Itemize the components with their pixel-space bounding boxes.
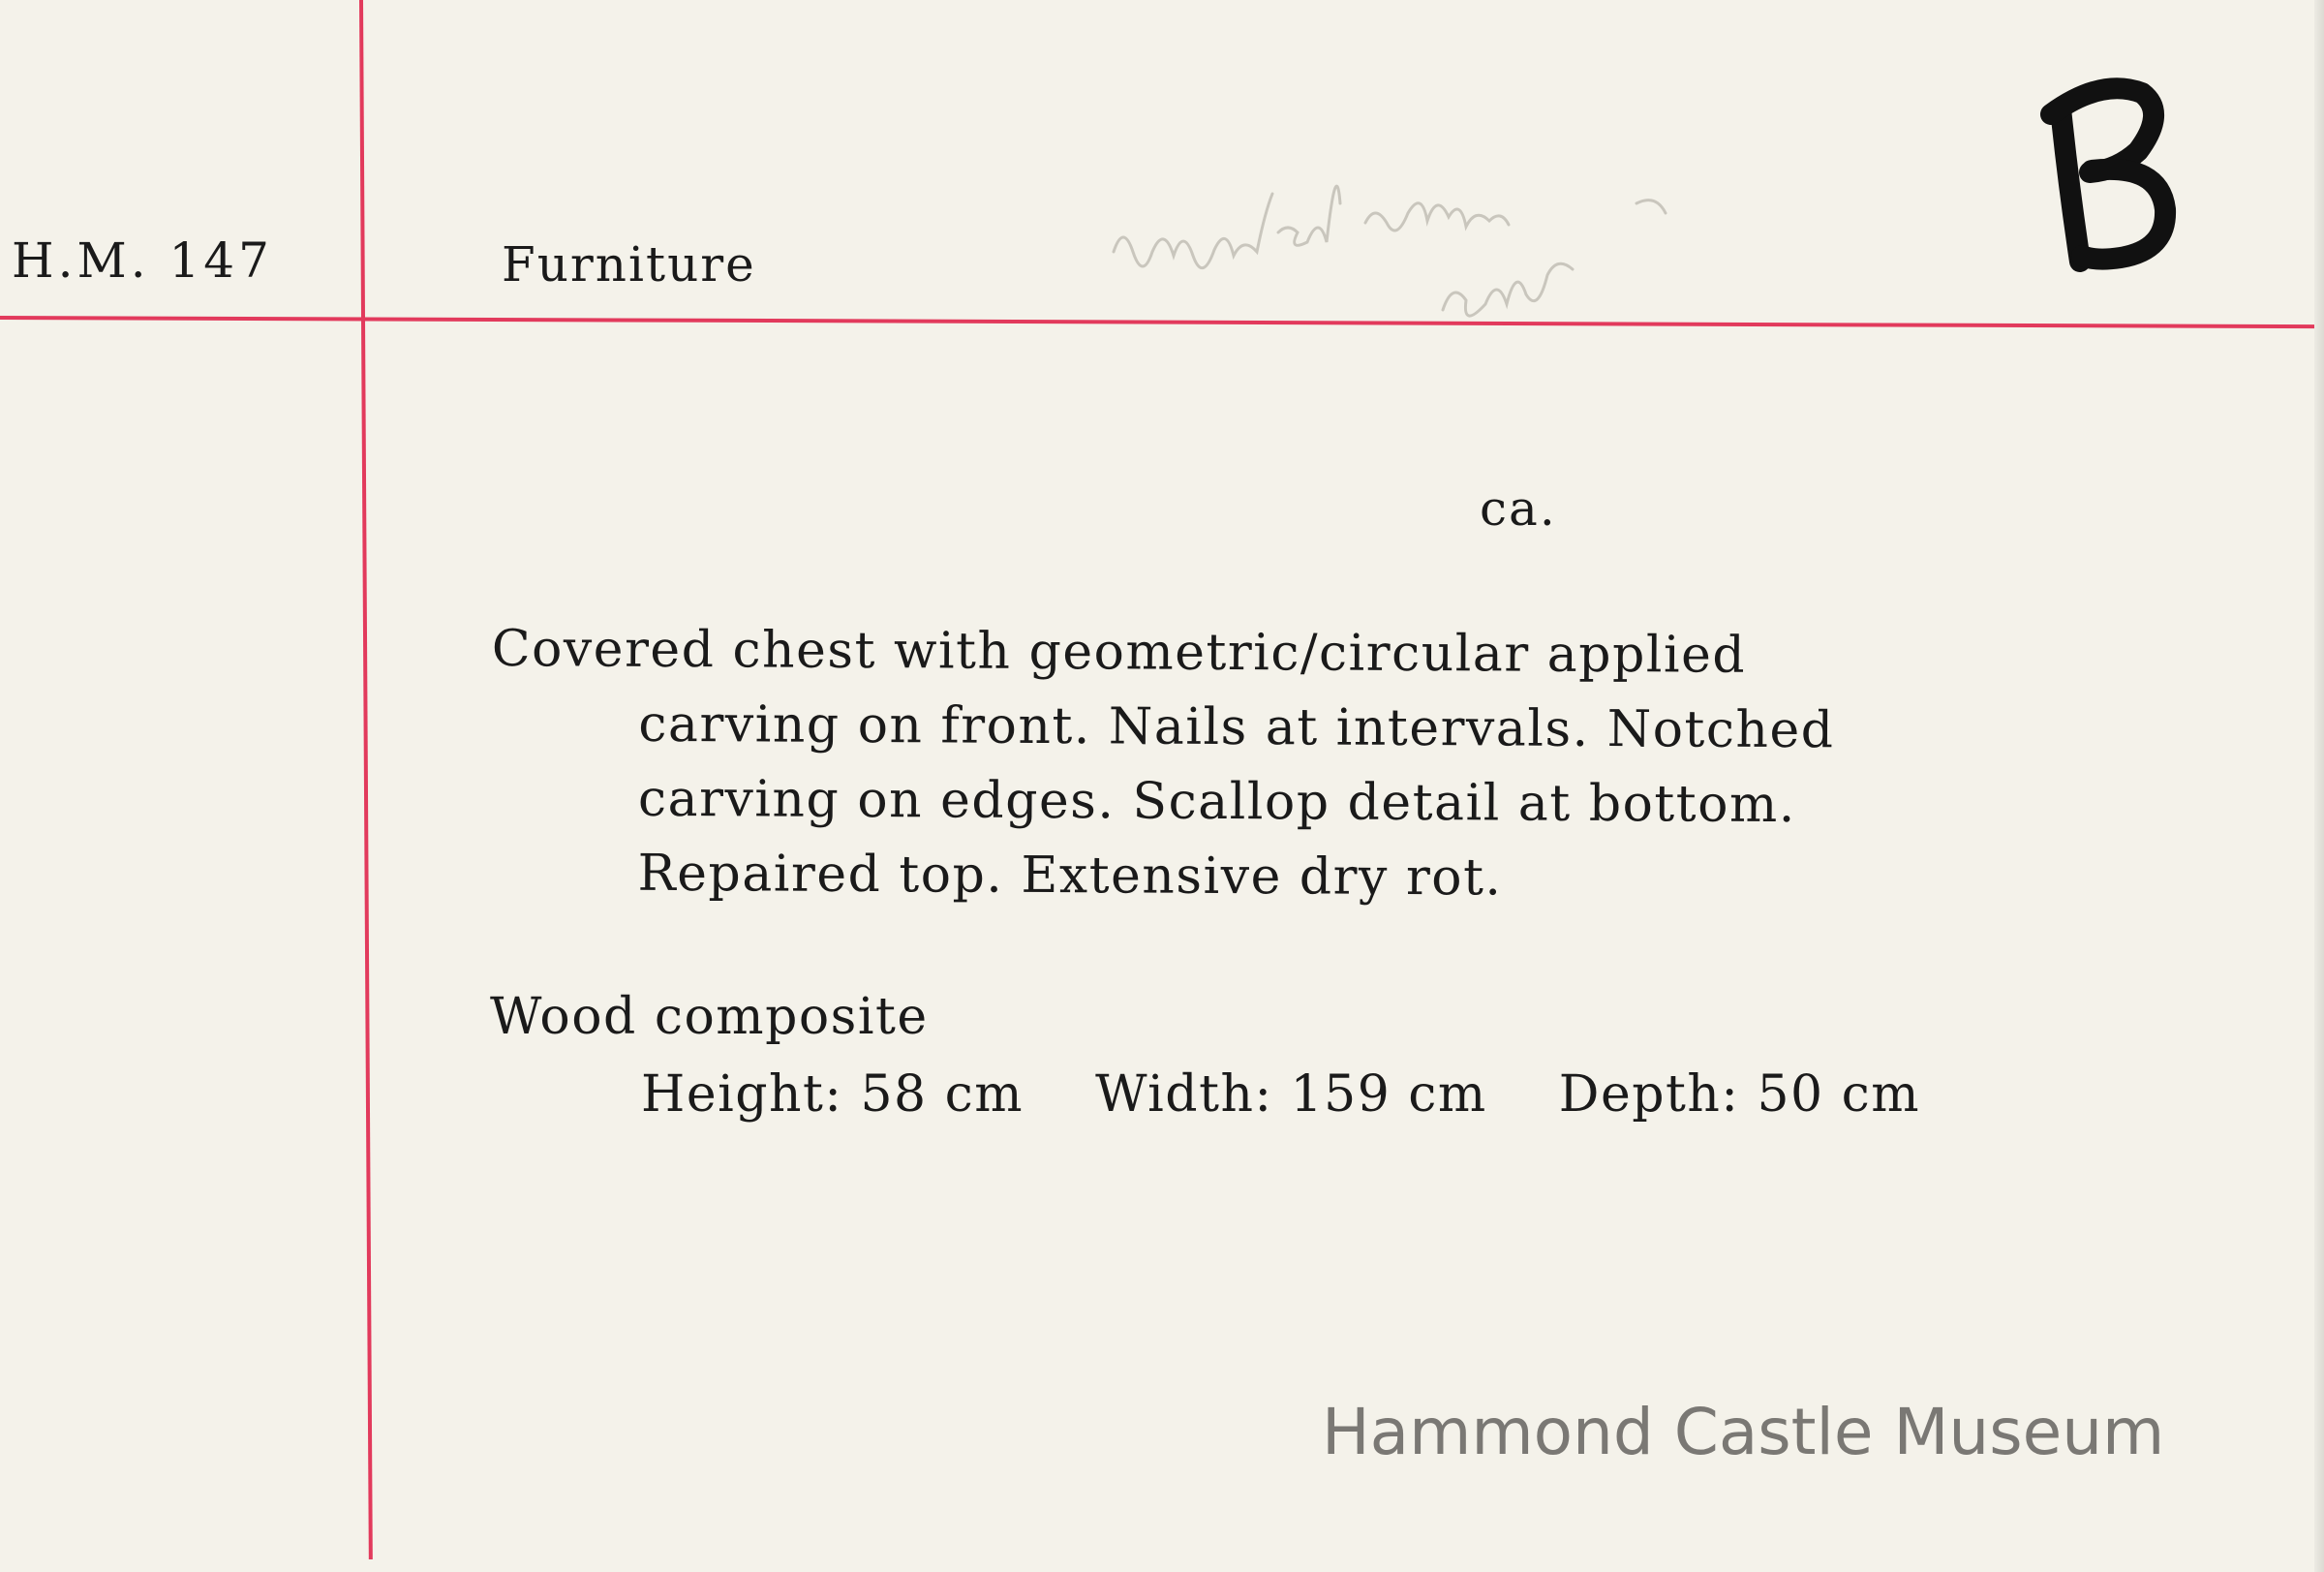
margin-rule-line: [359, 0, 373, 1559]
dimension-height: Height: 58 cm: [641, 1065, 1024, 1124]
description-line: Repaired top. Extensive dry rot.: [637, 844, 1503, 908]
date-circa: ca.: [1480, 480, 1557, 537]
dimension-depth: Depth: 50 cm: [1558, 1065, 1921, 1124]
object-material: Wood composite: [490, 988, 929, 1046]
description-line: carving on front. Nails at intervals. Notched: [638, 694, 1835, 760]
dimension-width: Width: 159 cm: [1095, 1065, 1487, 1124]
description-line: Covered chest with geometric/circular applied: [491, 619, 1747, 685]
handwritten-b-mark: [2034, 58, 2188, 281]
object-description: [490, 612, 1835, 917]
description-line: carving on edges. Scallop detail at bottom.: [637, 769, 1796, 835]
museum-watermark: Hammond Castle Museum: [1322, 1395, 2165, 1469]
accession-number: H.M. 147: [12, 232, 273, 289]
object-category: Furniture: [502, 236, 756, 293]
faint-pencil-note: [1094, 87, 1724, 339]
object-dimensions: [641, 1065, 1920, 1124]
